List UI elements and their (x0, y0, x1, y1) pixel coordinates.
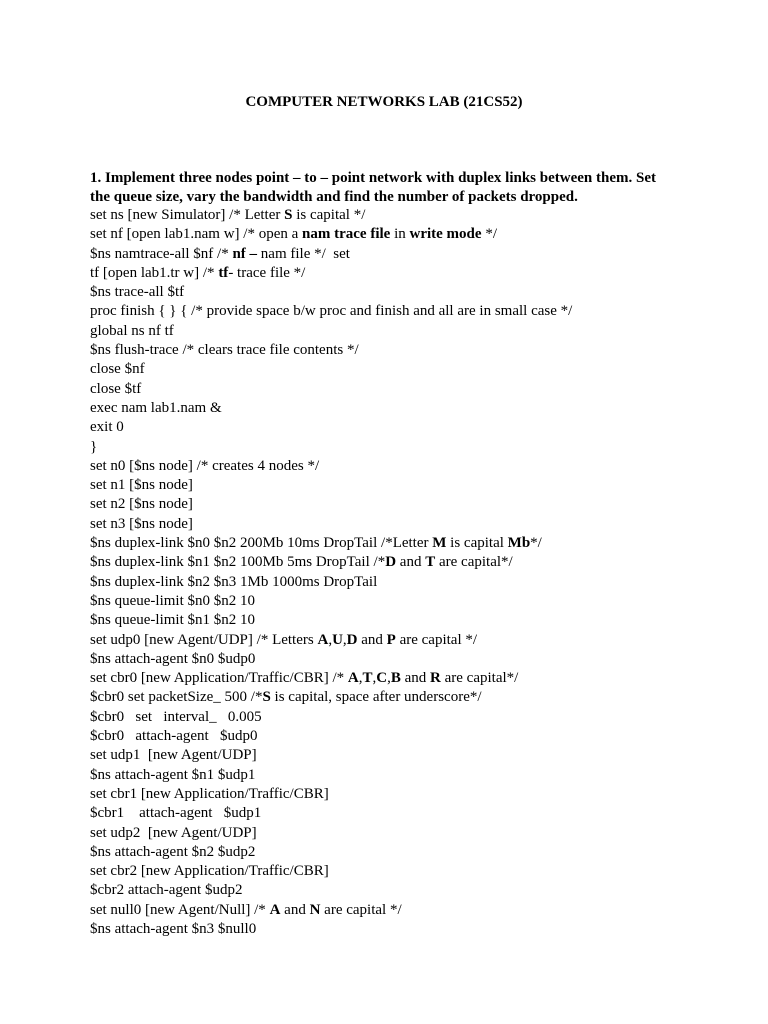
code-bold-segment: B (390, 670, 401, 687)
code-segment: are capital */ (395, 631, 478, 648)
code-segment: $ns duplex-link $n2 $n3 1Mb 1000ms DropTail (90, 573, 378, 590)
code-line (90, 553, 730, 572)
code-segment: set cbr0 [new Application/Traffic/CBR] /* (90, 670, 348, 687)
code-bold-segment: T (425, 554, 436, 571)
code-bold-segment: Mb (507, 535, 531, 552)
code-bold-segment: R (430, 670, 441, 687)
code-line (90, 650, 730, 669)
code-segment: and (357, 631, 387, 648)
code-bold-segment: S (262, 689, 271, 706)
code-line (90, 766, 730, 785)
code-segment: set udp2 [new Agent/UDP] (90, 824, 257, 841)
code-line (90, 283, 730, 302)
code-line (90, 843, 730, 862)
code-bold-segment: D (346, 631, 358, 648)
code-line (90, 457, 730, 476)
code-bold-segment: A (317, 631, 329, 648)
code-bold-segment: P (386, 631, 396, 648)
code-bold-segment: write mode (409, 226, 482, 243)
code-segment: and (396, 554, 426, 571)
code-bold-segment: A (347, 670, 359, 687)
code-line (90, 380, 730, 399)
code-segment: close $nf (90, 361, 145, 378)
code-line (90, 920, 730, 939)
code-segment: set ns [new Simulator] /* Letter (90, 207, 285, 223)
code-segment: set n0 [$ns node] /* creates 4 nodes */ (90, 457, 320, 474)
code-line (90, 881, 730, 900)
code-segment: set cbr1 [new Application/Traffic/CBR] (90, 785, 329, 802)
code-segment: $cbr1 attach-agent $udp1 (90, 805, 262, 822)
code-line (90, 901, 730, 920)
code-bold-segment: N (309, 901, 321, 918)
code-segment: , (387, 670, 391, 687)
code-line (90, 360, 730, 379)
code-bold-segment: C (376, 670, 388, 687)
code-segment: $ns duplex-link $n1 $n2 100Mb 5ms DropTail /* (90, 554, 386, 571)
code-bold-segment: D (385, 554, 397, 571)
code-segment: set n1 [$ns node] (90, 477, 193, 494)
code-line (90, 804, 730, 823)
code-bold-segment: S (284, 207, 293, 223)
code-line (90, 862, 730, 881)
code-segment: exec nam lab1.nam & (90, 399, 222, 416)
code-segment: are capital */ (320, 901, 402, 918)
code-segment: $cbr0 set packetSize_ 500 /* (90, 689, 263, 706)
code-line (90, 206, 730, 225)
code-segment: $cbr2 attach-agent $udp2 (90, 882, 243, 899)
code-line (90, 418, 730, 437)
code-segment: , (342, 631, 347, 648)
code-segment: $ns attach-agent $n0 $udp0 (90, 650, 256, 667)
code-bold-segment: nf – (232, 245, 258, 262)
code-segment: } (90, 438, 98, 455)
code-segment: are capital*/ (440, 670, 519, 687)
question-line-2: the queue size, vary the bandwidth and find the number of packets dropped. (90, 189, 578, 205)
code-segment: proc finish { } { /* provide space b/w proc and finish and all are in small case */ (90, 303, 573, 320)
code-segment: $ns flush-trace /* clears trace file contents */ (90, 342, 359, 359)
question-heading (90, 169, 690, 207)
code-line (90, 785, 730, 804)
code-line (90, 495, 730, 514)
code-segment: exit 0 (90, 419, 124, 436)
code-line (90, 746, 730, 765)
code-segment: are capital*/ (435, 554, 513, 571)
code-line (90, 688, 730, 707)
code-segment: global ns nf tf (90, 322, 174, 339)
code-line (90, 438, 730, 457)
code-line (90, 341, 730, 360)
code-listing (90, 206, 730, 939)
code-segment: , (328, 631, 333, 648)
code-bold-segment: nam trace file (302, 226, 391, 243)
code-line (90, 824, 730, 843)
code-line (90, 515, 730, 534)
code-line (90, 399, 730, 418)
code-segment: $ns queue-limit $n1 $n2 10 (90, 612, 255, 629)
code-segment: nam file */ set (257, 245, 350, 262)
code-line (90, 302, 730, 321)
code-segment: tf [open lab1.tr w] /* (90, 264, 219, 281)
code-line (90, 611, 730, 630)
code-segment: and (280, 901, 310, 918)
code-line (90, 592, 730, 611)
code-segment: */ (481, 226, 497, 243)
code-bold-segment: A (269, 901, 281, 918)
code-segment: $cbr0 set interval_ 0.005 (90, 708, 262, 725)
code-segment: $ns attach-agent $n3 $null0 (90, 920, 257, 937)
question-line-1: 1. Implement three nodes point – to – point network with duplex links between them. Set (90, 170, 656, 186)
code-segment: set null0 [new Agent/Null] /* (90, 901, 270, 918)
code-segment: $ns queue-limit $n0 $n2 10 (90, 592, 255, 609)
code-line (90, 245, 730, 264)
code-segment: $ns attach-agent $n2 $udp2 (90, 843, 256, 860)
code-segment: - trace file */ (228, 264, 306, 281)
code-segment: set udp0 [new Agent/UDP] /* Letters (90, 631, 318, 648)
code-bold-segment: U (332, 631, 343, 648)
code-segment: in (390, 226, 410, 243)
code-line (90, 708, 730, 727)
code-segment: set n2 [$ns node] (90, 496, 193, 513)
code-segment: $ns attach-agent $n1 $udp1 (90, 766, 256, 783)
code-segment: set cbr2 [new Application/Traffic/CBR] (90, 863, 329, 880)
code-segment: */ (530, 535, 542, 552)
code-line (90, 727, 730, 746)
code-line (90, 669, 730, 688)
code-segment: $ns trace-all $tf (90, 284, 185, 301)
code-segment: $ns namtrace-all $nf /* (90, 245, 233, 262)
code-bold-segment: M (432, 535, 447, 552)
code-line (90, 322, 730, 341)
code-segment: , (372, 670, 377, 687)
code-segment: set n3 [$ns node] (90, 515, 193, 532)
code-segment: is capital, space after underscore*/ (270, 689, 482, 706)
code-bold-segment: tf (218, 264, 229, 281)
code-line (90, 264, 730, 283)
code-segment: close $tf (90, 380, 142, 397)
code-segment: $ns duplex-link $n0 $n2 200Mb 10ms DropTail /*Letter (90, 535, 433, 552)
code-segment: set udp1 [new Agent/UDP] (90, 747, 257, 764)
document-title: COMPUTER NETWORKS LAB (21CS52) (245, 94, 523, 110)
code-line (90, 631, 730, 650)
code-segment: , (358, 670, 363, 687)
code-line (90, 573, 730, 592)
code-segment: $cbr0 attach-agent $udp0 (90, 728, 258, 745)
code-line (90, 534, 730, 553)
code-segment: is capital (446, 535, 508, 552)
code-line (90, 225, 730, 244)
code-segment: is capital */ (292, 207, 366, 223)
code-segment: and (400, 670, 431, 687)
code-line (90, 476, 730, 495)
code-bold-segment: T (362, 670, 373, 687)
code-segment: set nf [open lab1.nam w] /* open a (90, 226, 303, 243)
